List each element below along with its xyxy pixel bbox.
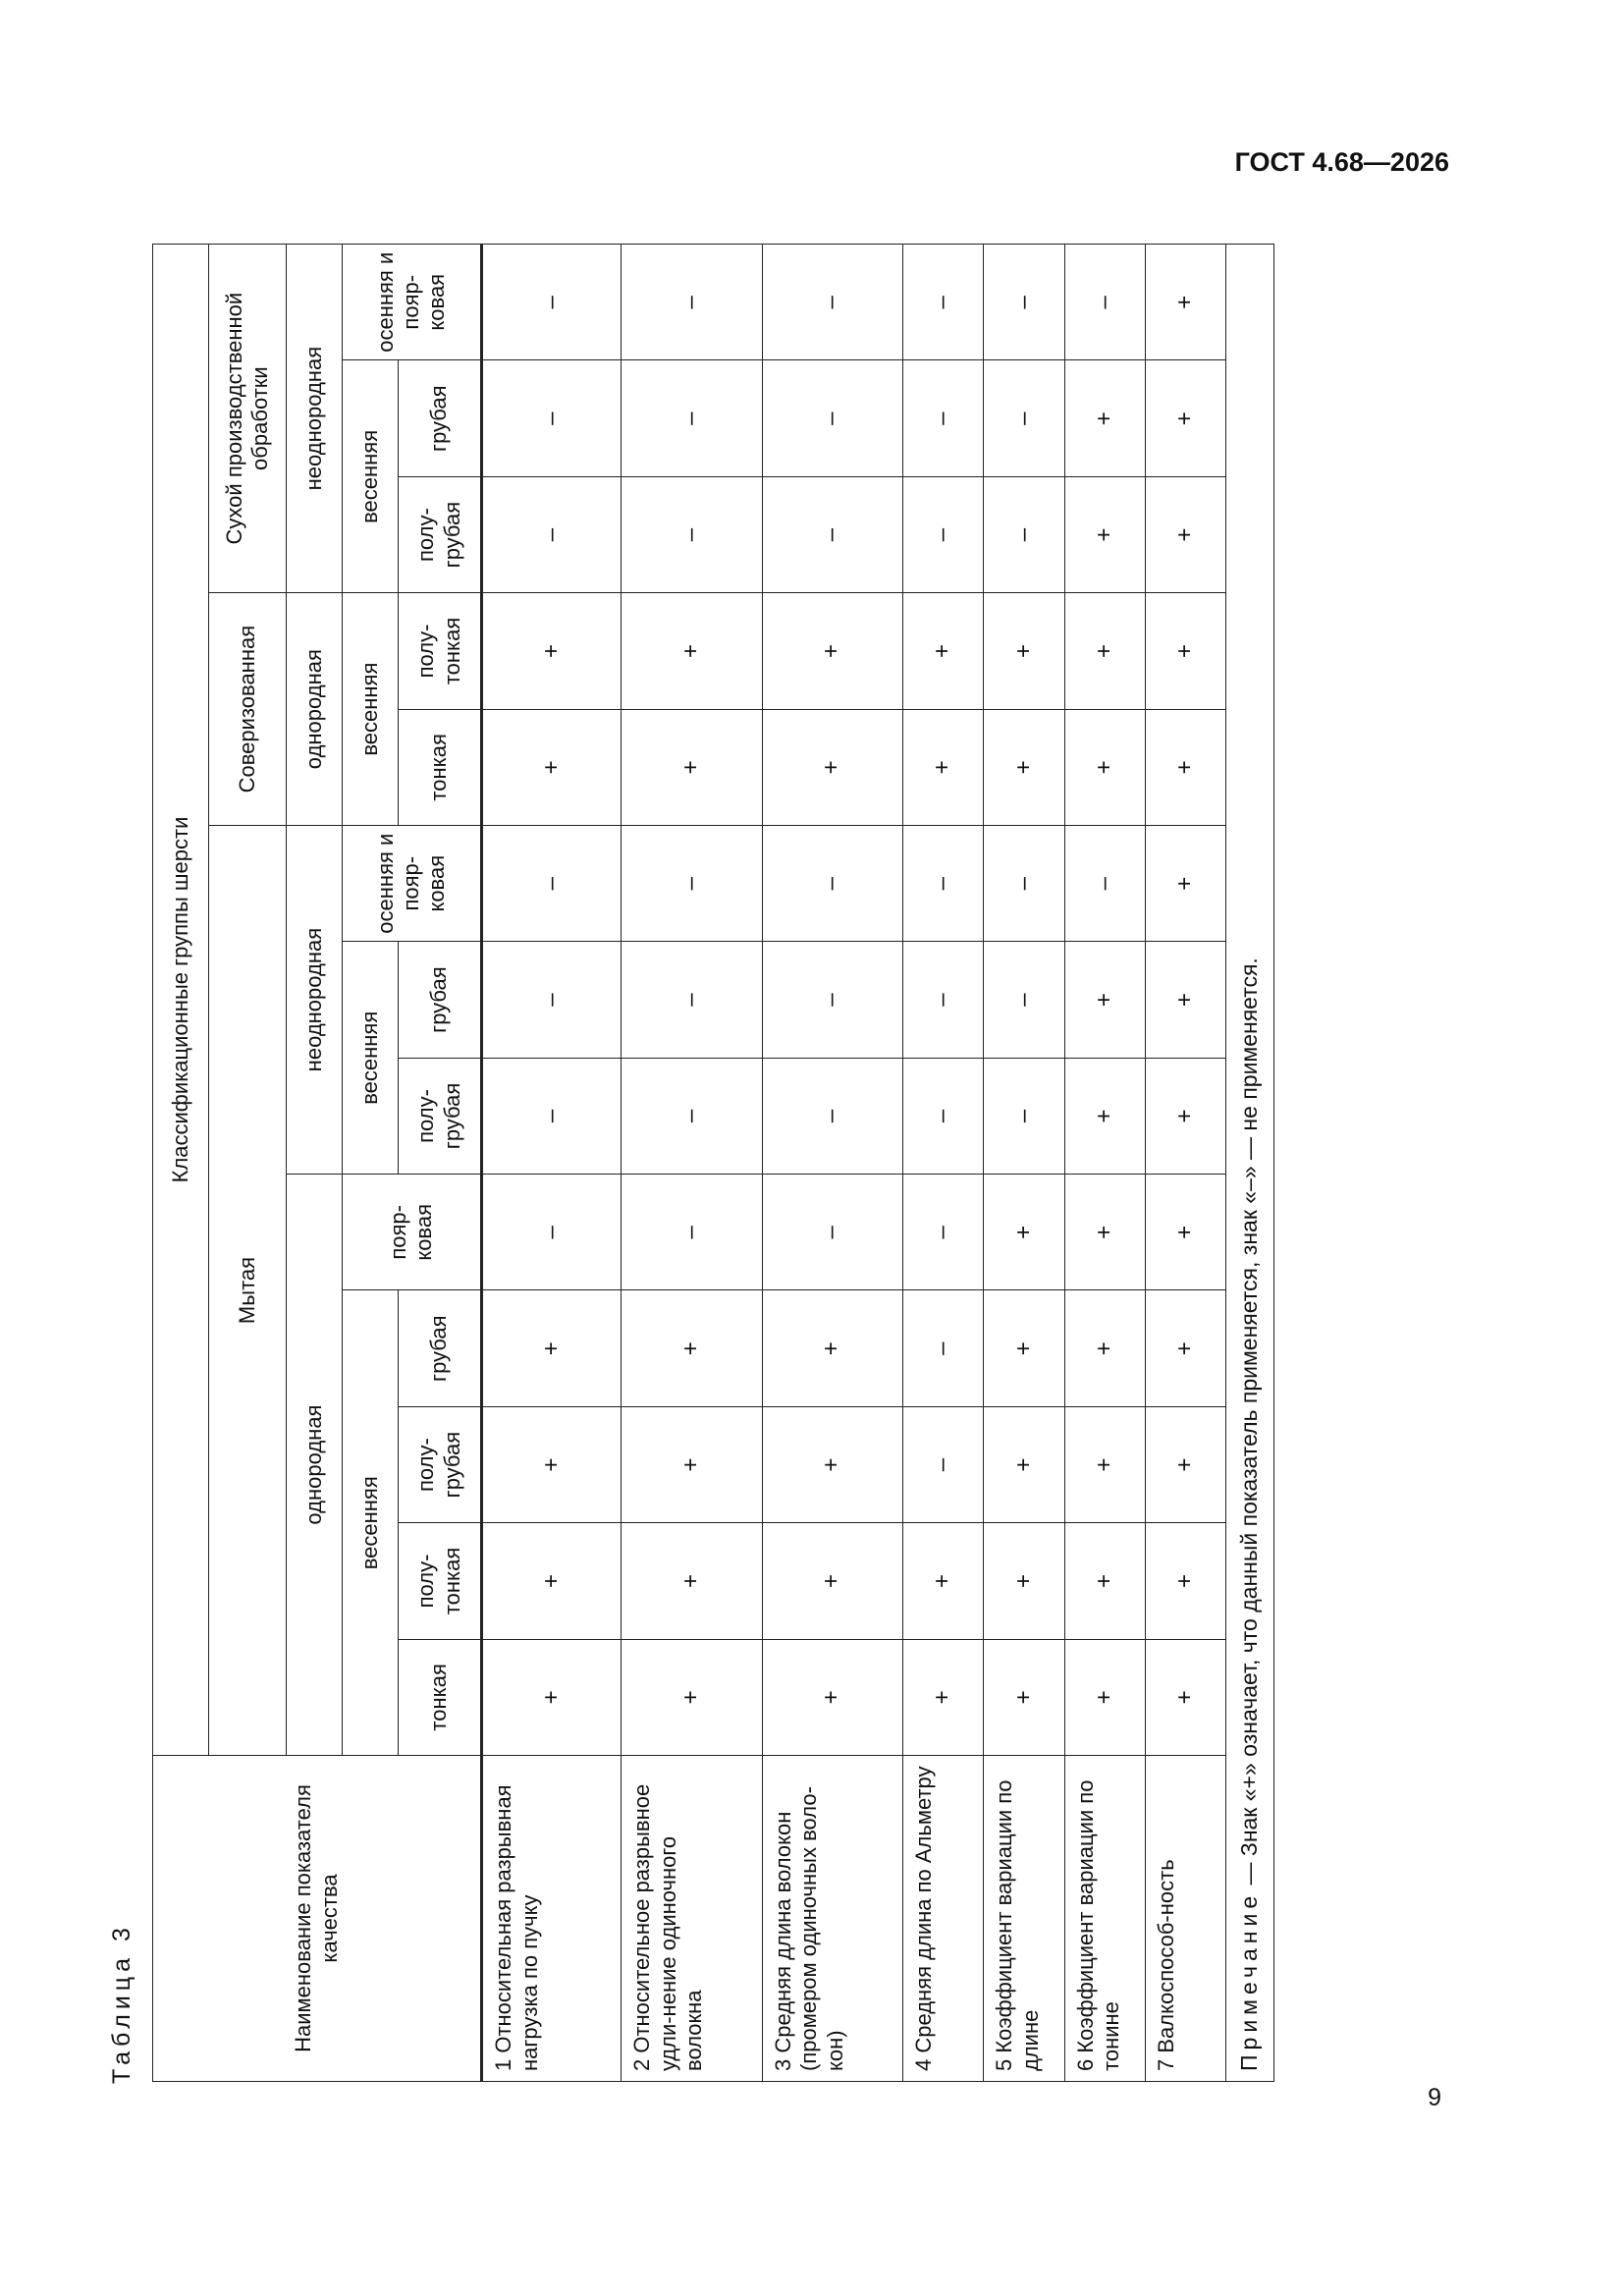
- table-row: [1145, 245, 1225, 2082]
- cell-value: +: [622, 1523, 762, 1639]
- cell-value: –: [762, 360, 902, 476]
- indicator-name: 7 Валкоспособ-ность: [1145, 1756, 1225, 2082]
- table-caption: Таблица 3: [108, 1923, 135, 2084]
- cell-value: –: [902, 826, 983, 942]
- header-semicoarse: полу-грубая: [398, 1406, 481, 1522]
- cell-value: +: [1145, 1058, 1225, 1174]
- cell-value: +: [1145, 593, 1225, 709]
- header-washed: Мытая: [208, 826, 286, 1756]
- cell-value: –: [482, 826, 622, 942]
- cell-value: +: [1145, 826, 1225, 942]
- header-washed-uniform: однородная: [287, 1175, 343, 1756]
- cell-value: –: [482, 476, 622, 592]
- cell-value: –: [622, 245, 762, 361]
- cell-value: –: [482, 1058, 622, 1174]
- cell-value: +: [1064, 709, 1145, 825]
- note-row: [1226, 245, 1274, 2082]
- cell-value: –: [902, 1058, 983, 1174]
- cell-value: +: [902, 1639, 983, 1755]
- cell-value: +: [902, 593, 983, 709]
- cell-value: +: [622, 1290, 762, 1406]
- cell-value: +: [622, 1406, 762, 1522]
- quality-indicators-table: [152, 244, 1274, 2082]
- note-text: — Знак «+» означает, что данный показатель применяется, знак «–» — не применяется.: [1236, 957, 1263, 1886]
- cell-value: +: [1145, 1406, 1225, 1522]
- header-semifine: полу-тонкая: [398, 1523, 481, 1639]
- table-row: [902, 245, 983, 2082]
- header-washed-uniform-spring: весенняя: [343, 1290, 399, 1756]
- cell-value: +: [1064, 1290, 1145, 1406]
- header-fine: тонкая: [398, 709, 481, 825]
- cell-value: +: [984, 1523, 1064, 1639]
- cell-value: +: [984, 709, 1064, 825]
- header-semifine: полу-тонкая: [398, 593, 481, 709]
- cell-value: –: [762, 1175, 902, 1290]
- cell-value: +: [1145, 360, 1225, 476]
- cell-value: +: [762, 1523, 902, 1639]
- cell-value: +: [984, 1406, 1064, 1522]
- cell-value: +: [1145, 942, 1225, 1058]
- cell-value: –: [984, 1058, 1064, 1174]
- header-dry-processing: Сухой производственной обработки: [208, 245, 286, 593]
- cell-value: +: [622, 709, 762, 825]
- cell-value: –: [762, 942, 902, 1058]
- table-note: [1226, 245, 1274, 2082]
- cell-value: +: [482, 593, 622, 709]
- cell-value: +: [1064, 476, 1145, 592]
- cell-value: –: [762, 245, 902, 361]
- header-washed-uniform-belly: пояр-ковая: [343, 1175, 482, 1290]
- header-coarse: грубая: [398, 360, 481, 476]
- cell-value: +: [1145, 1175, 1225, 1290]
- header-dry-spring: весенняя: [343, 360, 399, 593]
- cell-value: –: [482, 360, 622, 476]
- cell-value: +: [622, 1639, 762, 1755]
- cell-value: +: [1064, 942, 1145, 1058]
- cell-value: +: [1064, 1406, 1145, 1522]
- cell-value: –: [762, 1058, 902, 1174]
- cell-value: –: [984, 360, 1064, 476]
- cell-value: –: [762, 826, 902, 942]
- cell-value: –: [482, 942, 622, 1058]
- header-dry-autumn-belly: осенняя и пояр-ковая: [343, 245, 482, 361]
- cell-value: –: [482, 1175, 622, 1290]
- cell-value: +: [762, 593, 902, 709]
- cell-value: +: [762, 1406, 902, 1522]
- cell-value: –: [902, 476, 983, 592]
- cell-value: +: [1064, 1523, 1145, 1639]
- cell-value: +: [1145, 476, 1225, 592]
- cell-value: –: [902, 942, 983, 1058]
- indicator-name: 6 Коэффициент вариации по тонине: [1064, 1756, 1145, 2082]
- cell-value: –: [902, 245, 983, 361]
- cell-value: +: [1064, 593, 1145, 709]
- header-sorted: Соверизованная: [208, 593, 286, 826]
- header-classification-groups: Классификационные группы шерсти: [153, 245, 209, 1756]
- header-fine: тонкая: [398, 1639, 481, 1755]
- cell-value: +: [482, 1639, 622, 1755]
- indicator-name: 3 Средняя длина волокон (промером одиночных воло-кон): [762, 1756, 902, 2082]
- header-washed-nonuniform: неоднородная: [287, 826, 343, 1175]
- cell-value: +: [1064, 360, 1145, 476]
- header-washed-nonuniform-autumn-belly: осенняя и пояр-ковая: [343, 826, 482, 942]
- cell-value: +: [984, 593, 1064, 709]
- header-dry-nonuniform: неоднородная: [287, 245, 343, 593]
- cell-value: –: [902, 1406, 983, 1522]
- cell-value: +: [902, 709, 983, 825]
- cell-value: –: [984, 942, 1064, 1058]
- cell-value: –: [984, 476, 1064, 592]
- header-semicoarse: полу-грубая: [398, 476, 481, 592]
- cell-value: +: [1064, 1058, 1145, 1174]
- cell-value: +: [1145, 1523, 1225, 1639]
- cell-value: +: [1145, 1290, 1225, 1406]
- cell-value: +: [482, 709, 622, 825]
- cell-value: –: [1064, 245, 1145, 361]
- cell-value: –: [984, 245, 1064, 361]
- rotated-table-block: [108, 238, 1286, 2084]
- header-indicator-name: Наименование показателя качества: [153, 1756, 482, 2082]
- table-row: [984, 245, 1064, 2082]
- page-number: 9: [1428, 2084, 1441, 2111]
- cell-value: +: [1145, 709, 1225, 825]
- cell-value: –: [622, 826, 762, 942]
- cell-value: +: [984, 1639, 1064, 1755]
- header-sorted-uniform: однородная: [287, 593, 343, 826]
- header-semicoarse: полу-грубая: [398, 1058, 481, 1174]
- indicator-name: 2 Относительное разрывное удли-нение одиночного волокна: [622, 1756, 762, 2082]
- cell-value: +: [762, 1639, 902, 1755]
- cell-value: +: [1145, 1639, 1225, 1755]
- cell-value: –: [622, 1058, 762, 1174]
- table-row: [482, 245, 622, 2082]
- cell-value: +: [482, 1290, 622, 1406]
- cell-value: –: [622, 476, 762, 592]
- document-code: ГОСТ 4.68—2026: [1234, 147, 1449, 177]
- indicator-name: 1 Относительная разрывная нагрузка по пучку: [482, 1756, 622, 2082]
- header-coarse: грубая: [398, 1290, 481, 1406]
- cell-value: +: [1145, 245, 1225, 361]
- cell-value: +: [1064, 1639, 1145, 1755]
- note-label: Примечание: [1236, 1890, 1263, 2071]
- cell-value: –: [622, 942, 762, 1058]
- cell-value: +: [762, 709, 902, 825]
- header-coarse: грубая: [398, 942, 481, 1058]
- cell-value: –: [984, 826, 1064, 942]
- header-washed-nonuniform-spring: весенняя: [343, 942, 399, 1175]
- cell-value: +: [482, 1523, 622, 1639]
- cell-value: +: [902, 1523, 983, 1639]
- header-sorted-spring: весенняя: [343, 593, 399, 826]
- cell-value: –: [762, 476, 902, 592]
- table-row: [762, 245, 902, 2082]
- cell-value: –: [622, 360, 762, 476]
- indicator-name: 5 Коэффициент вариации по длине: [984, 1756, 1064, 2082]
- cell-value: –: [1064, 826, 1145, 942]
- indicator-name: 4 Средняя длина по Альметру: [902, 1756, 983, 2082]
- cell-value: –: [902, 1175, 983, 1290]
- cell-value: +: [622, 593, 762, 709]
- cell-value: +: [984, 1175, 1064, 1290]
- cell-value: –: [622, 1175, 762, 1290]
- cell-value: +: [984, 1290, 1064, 1406]
- table-row: [1064, 245, 1145, 2082]
- cell-value: +: [1064, 1175, 1145, 1290]
- cell-value: +: [482, 1406, 622, 1522]
- table-row: [622, 245, 762, 2082]
- cell-value: +: [762, 1290, 902, 1406]
- cell-value: –: [902, 360, 983, 476]
- cell-value: –: [482, 245, 622, 361]
- cell-value: –: [902, 1290, 983, 1406]
